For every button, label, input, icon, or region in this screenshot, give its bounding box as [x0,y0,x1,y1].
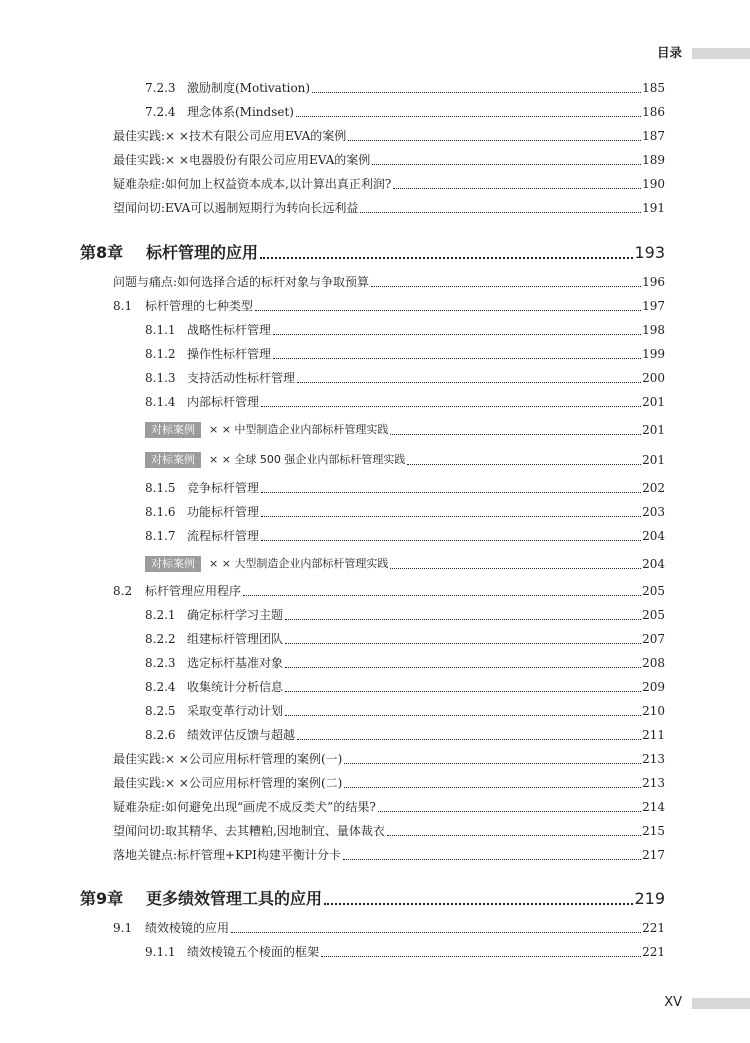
entry-page: 215 [642,824,665,838]
toc-entry[interactable] [113,845,665,865]
dot-leader [255,306,641,311]
chapter-page: 193 [634,243,665,262]
toc-entry[interactable] [145,677,665,697]
dot-leader [285,615,641,620]
page-number: XV [664,995,682,1010]
chapter-title: 更多绩效管理工具的应用 [146,889,323,908]
entry-number: 8.2.2 [145,632,176,646]
dot-leader [285,663,641,668]
entry-number: 8.2.1 [145,608,176,622]
entry-page: 205 [642,608,665,622]
entry-title: 最佳实践:× ×公司应用标杆管理的案例(二) [113,776,343,790]
entry-page: 201 [642,395,665,409]
entry-number: 8.1.2 [145,347,176,361]
entry-page: 221 [642,945,665,959]
entry-page: 201 [642,423,665,437]
entry-number: 9.1.1 [145,945,176,959]
entry-page: 209 [642,680,665,694]
entry-title: 确定标杆学习主题 [187,608,284,622]
entry-number: 8.2 [113,584,133,598]
entry-page: 199 [642,347,665,361]
toc-entry[interactable] [145,392,665,412]
entry-number: 7.2.4 [145,105,176,119]
entry-title: 组建标杆管理团队 [187,632,284,646]
entry-title: × × 大型制造企业内部标杆管理实践 [209,557,389,570]
entry-page: 191 [642,201,665,215]
dot-leader [243,591,641,596]
toc-entry[interactable] [145,942,665,962]
dot-leader [343,855,641,860]
entry-number: 9.1 [113,921,133,935]
entry-title: 绩效棱镜五个棱面的框架 [187,945,320,959]
dot-leader [390,430,641,435]
chapter-number: 第8章 [80,243,124,262]
toc-entry[interactable] [113,773,665,793]
entry-title: × × 全球 500 强企业内部标杆管理实践 [209,453,406,466]
entry-page: 196 [642,275,665,289]
case-badge: 对标案例 [145,422,201,438]
toc-entry[interactable] [113,821,665,841]
entry-page: 204 [642,529,665,543]
chapter-number: 第9章 [80,889,124,908]
dot-leader [312,88,641,93]
entry-page: 198 [642,323,665,337]
dot-leader [344,759,641,764]
entry-title: 标杆管理的七种类型 [145,299,254,313]
entry-number: 8.1.5 [145,481,176,495]
dot-leader [260,253,633,259]
entry-page: 210 [642,704,665,718]
dot-leader [261,512,641,517]
entry-page: 211 [642,728,665,742]
entry-title: 战略性标杆管理 [187,323,272,337]
page-footer [0,994,750,1012]
entry-number: 7.2.3 [145,81,176,95]
entry-title: 疑难杂症:如何加上权益资本成本,以计算出真正利润? [113,177,392,191]
dot-leader [372,160,641,165]
toc-entry[interactable] [113,296,665,316]
footer-bar [692,998,750,1009]
entry-title: 绩效评估反馈与超越 [187,728,296,742]
entry-number: 8.2.4 [145,680,176,694]
toc-entry[interactable] [113,126,665,146]
entry-title: 绩效棱镜的应用 [145,921,230,935]
dot-leader [296,112,641,117]
entry-title: 疑难杂症:如何避免出现“画虎不成反类犬”的结果? [113,800,376,814]
entry-title: 内部标杆管理 [187,395,260,409]
toc-entry[interactable] [145,344,665,364]
entry-page: 187 [642,129,665,143]
entry-number: 8.2.5 [145,704,176,718]
header-label: 目录 [656,45,682,60]
dot-leader [390,564,641,569]
toc-entry[interactable] [113,272,665,292]
entry-title: 采取变革行动计划 [187,704,284,718]
toc-entry[interactable] [113,198,665,218]
dot-leader [231,928,641,933]
entry-title: 标杆管理应用程序 [145,584,242,598]
entry-number: 8.1.7 [145,529,176,543]
case-badge: 对标案例 [145,556,201,572]
entry-title: 望闻问切:EVA可以遏制短期行为转向长远利益 [113,201,359,215]
chapter-heading[interactable] [80,240,665,266]
entry-page: 221 [642,921,665,935]
case-entry[interactable] [145,554,665,574]
dot-leader [378,807,641,812]
entry-number: 8.1.6 [145,505,176,519]
entry-page: 190 [642,177,665,191]
entry-page: 213 [642,776,665,790]
chapter-title: 标杆管理的应用 [146,243,259,262]
entry-number: 8.2.3 [145,656,176,670]
entry-page: 197 [642,299,665,313]
dot-leader [285,687,641,692]
entry-page: 203 [642,505,665,519]
entry-page: 214 [642,800,665,814]
dot-leader [285,639,641,644]
entry-number: 8.1.1 [145,323,176,337]
dot-leader [344,783,641,788]
toc-entry[interactable] [113,581,665,601]
entry-title: 理念体系(Mindset) [187,105,294,119]
chapter-heading[interactable] [80,886,665,912]
toc-entry[interactable] [145,478,665,498]
dot-leader [297,378,641,383]
entry-page: 200 [642,371,665,385]
toc-entry[interactable] [113,174,665,194]
dot-leader [261,488,641,493]
header-bar [692,48,750,59]
entry-number: 8.2.6 [145,728,176,742]
dot-leader [387,831,641,836]
entry-page: 217 [642,848,665,862]
case-badge: 对标案例 [145,452,201,468]
entry-title: 竞争标杆管理 [187,481,260,495]
toc-entry[interactable] [113,749,665,769]
case-entry[interactable] [145,450,665,470]
entry-page: 201 [642,453,665,467]
dot-leader [324,899,633,905]
entry-title: 最佳实践:× ×技术有限公司应用EVA的案例 [113,129,347,143]
entry-title: 操作性标杆管理 [187,347,272,361]
dot-leader [273,354,641,359]
toc-entry[interactable] [145,605,665,625]
toc-entry[interactable] [145,320,665,340]
dot-leader [273,330,641,335]
toc-entry[interactable] [145,653,665,673]
toc-entry[interactable] [113,797,665,817]
chapter-page: 219 [634,889,665,908]
entry-page: 189 [642,153,665,167]
entry-page: 186 [642,105,665,119]
entry-number: 8.1.4 [145,395,176,409]
entry-number: 8.1.3 [145,371,176,385]
dot-leader [297,735,641,740]
entry-title: 激励制度(Motivation) [187,81,311,95]
entry-page: 204 [642,557,665,571]
dot-leader [407,460,641,465]
dot-leader [348,136,641,141]
entry-page: 205 [642,584,665,598]
entry-number: 8.1 [113,299,133,313]
entry-page: 185 [642,81,665,95]
dot-leader [321,952,641,957]
entry-title: 最佳实践:× ×电器股份有限公司应用EVA的案例 [113,153,371,167]
entry-title: 最佳实践:× ×公司应用标杆管理的案例(一) [113,752,343,766]
toc-entry[interactable] [145,701,665,721]
entry-page: 202 [642,481,665,495]
entry-title: 功能标杆管理 [187,505,260,519]
toc-entry[interactable] [113,150,665,170]
dot-leader [261,402,641,407]
toc-entry[interactable] [145,526,665,546]
toc-entry[interactable] [145,368,665,388]
toc-entry[interactable] [145,725,665,745]
toc-entry[interactable] [145,78,665,98]
entry-page: 213 [642,752,665,766]
toc-entry[interactable] [145,502,665,522]
dot-leader [371,282,641,287]
entry-title: 问题与痛点:如何选择合适的标杆对象与争取预算 [113,275,370,289]
entry-title: 选定标杆基准对象 [187,656,284,670]
dot-leader [261,536,641,541]
entry-title: 望闻问切:取其精华、去其糟粕,因地制宜、量体裁衣 [113,824,385,838]
toc-entry[interactable] [113,918,665,938]
entry-page: 207 [642,632,665,646]
dot-leader [360,208,641,213]
dot-leader [285,711,641,716]
entry-title: 收集统计分析信息 [187,680,284,694]
entry-page: 208 [642,656,665,670]
entry-title: 支持活动性标杆管理 [187,371,296,385]
toc-entry[interactable] [145,102,665,122]
entry-title: 流程标杆管理 [187,529,260,543]
dot-leader [393,184,641,189]
page-header [0,44,750,62]
toc-entry[interactable] [145,629,665,649]
entry-title: × × 中型制造企业内部标杆管理实践 [209,423,389,436]
case-entry[interactable] [145,420,665,440]
entry-title: 落地关键点:标杆管理+KPI构建平衡计分卡 [113,848,341,862]
